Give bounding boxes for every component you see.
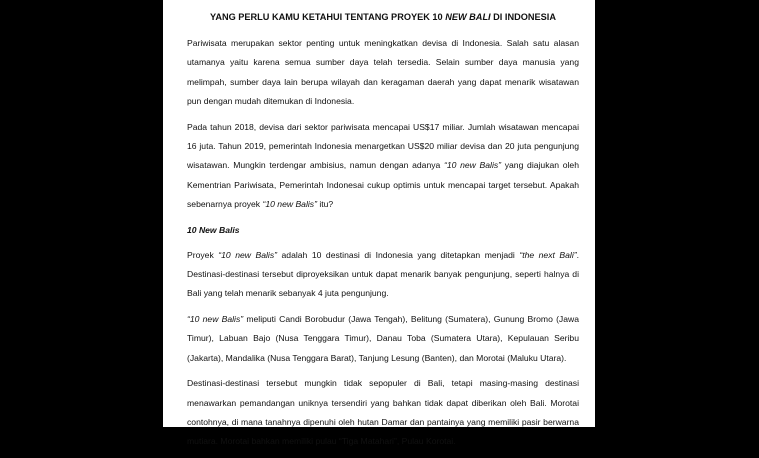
paragraph-italic-term: “10 new Balis” [187,313,244,324]
paragraph-text: itu? [316,199,334,210]
title-suffix: DI INDONESIA [490,12,556,22]
paragraph-italic-term: “10 new Balis” [444,160,502,171]
paragraph-text: yang diajukan oleh Kementrian Pariwisata, Pemerintah Indonesai cukup optimis untuk mencapai target tersebut. Apakah sebenarnya proyek [187,160,579,210]
paragraph-text: Pariwisata merupakan sektor penting untuk meningkatkan devisa di Indonesia. Salah satu alasan utamanya yaitu karena semua sumber daya telah tersedia. Selain sumber daya manusia yang melimpah, sumber daya lain berupa wilayah dan keragaman daerah yang dapat menarik wisatawan pun dengan mudah ditemukan di Indonesia. [187,38,579,107]
document-content [187,10,579,458]
paragraph-text: Destinasi-destinasi tersebut mungkin tidak sepopuler di Bali, tetapi masing-masing destinasi menawarkan pemandangan uniknya tersendiri yang bahkan tidak dapat diberikan oleh Bali. Morotai contohnya, di mana tanahnya dipenuhi oleh hutan Damar dan pantainya yang memiliki pasir berwarna mutiara. Morotai bahkan memiliki pulau “Tiga Matahari”, Pulau Korotai. [187,378,579,447]
paragraph-text: meliputi Candi Borobudur (Jawa Tengah), Belitung (Sumatera), Gunung Bromo (Jawa Timur), Labuan Bajo (Nusa Tenggara Timur), Danau Toba (Sumatera Utara), Kepulauan Seribu (Jakarta), Mandalika (Nusa Tenggara Barat), Tanjung Lesung (Banten), dan Morotai (Maluku Utara). [187,313,579,363]
paragraph-morotai [187,374,579,452]
section-heading: 10 New Balis [187,224,240,235]
document-title [187,10,579,24]
paragraph-text: adalah 10 destinasi di Indonesia yang ditetapkan menjadi [277,249,520,260]
paragraph-intro [187,34,579,112]
paragraph-statistics [187,118,579,215]
paragraph-italic-term: “10 new Balis” [262,199,317,210]
paragraph-italic-term: “10 new Balis” [218,249,277,260]
paragraph-text: . Destinasi-destinasi tersebut diproyeksikan untuk dapat menarik banyak pengunjung, seperti halnya di Bali yang telah menarik sebanyak 4 juta pengunjung. [187,249,580,299]
paragraph-text: Pada tahun 2018, devisa dari sektor pariwisata mencapai US$17 miliar. Jumlah wisatawan mencapai 16 juta. Tahun 2019, pemerintah Indonesia menargetkan US$20 miliar devisa dan 20 juta pengunjung wisatawan. Mungkin terdengar ambisius, namun dengan adanya [187,121,579,171]
title-italic: NEW BALI [445,12,491,22]
title-prefix: YANG PERLU KAMU KETAHUI TENTANG PROYEK 10 [210,12,446,22]
paragraph-project-definition [187,246,579,304]
paragraph-destinations-list [187,310,579,368]
paragraph-text: Proyek [187,249,219,260]
paragraph-italic-term: “the next Bali” [519,249,577,260]
document-page [163,0,595,447]
